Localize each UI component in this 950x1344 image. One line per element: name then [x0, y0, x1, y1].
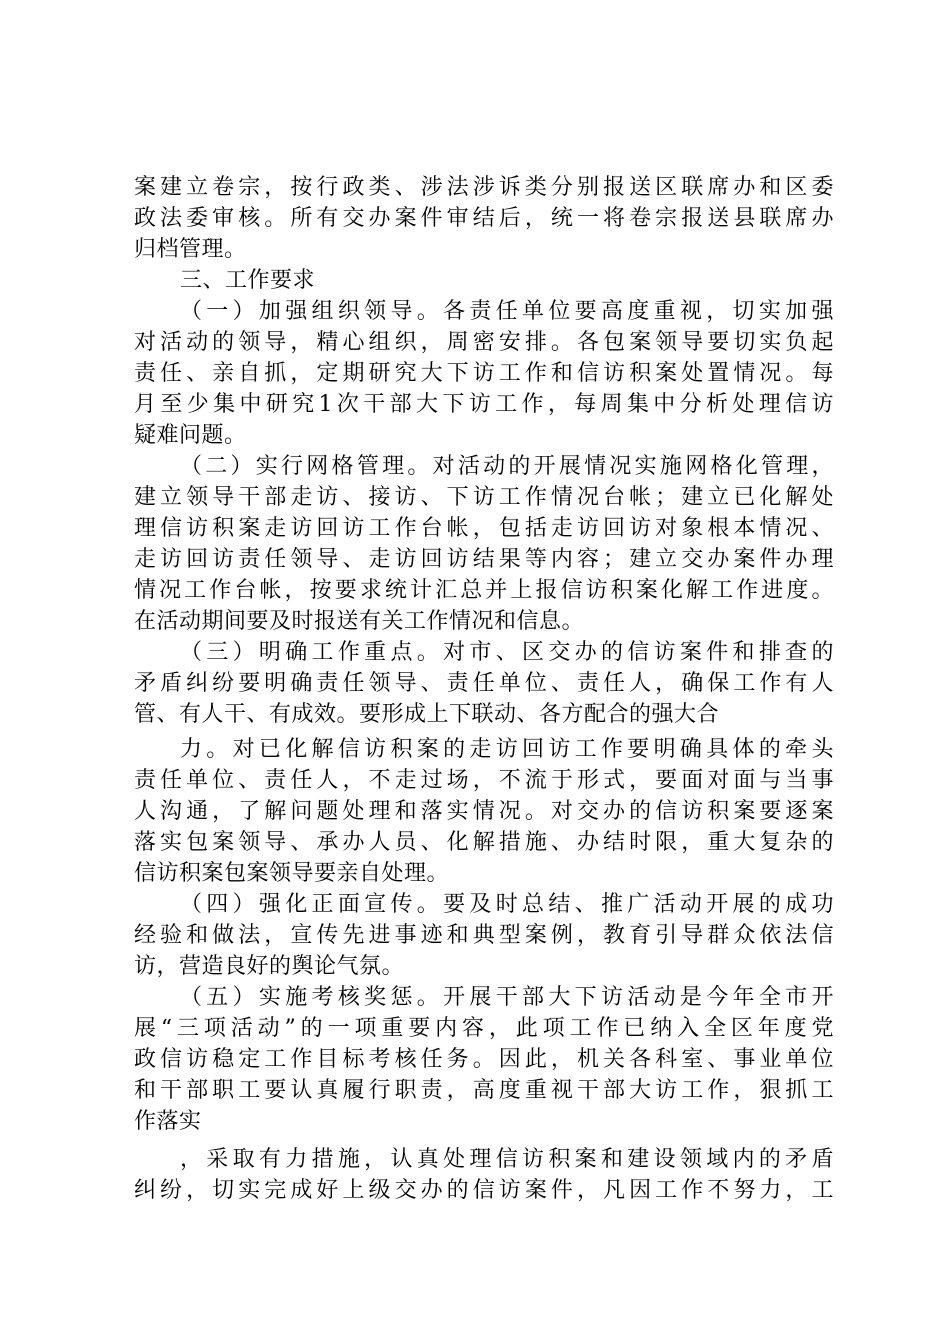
text-line: 和干部职工要认真履行职责，高度重视干部大访工作，狠抓工	[134, 1078, 834, 1103]
text-line: （二）实行网格管理。对活动的开展情况实施网格化管理，	[180, 454, 834, 479]
text-line: 理信访积案走访回访工作台帐，包括走访回访对象根本情况、	[134, 516, 834, 541]
text-line: 人沟通，了解问题处理和落实情况。对交办的信访积案要逐案	[134, 799, 834, 824]
text-line: ，采取有力措施，认真处理信访积案和建设领域内的矛盾	[180, 1147, 834, 1172]
text-line: 走访回访责任领导、走访回访结果等内容；建立交办案件办理	[134, 547, 834, 572]
text-line: 落实包案领导、承办人员、化解措施、办结时限，重大复杂的	[134, 830, 834, 855]
text-line: 信访积案包案领导要亲自处理。	[134, 861, 450, 886]
text-line: 政信访稳定工作目标考核任务。因此，机关各科室、事业单位	[134, 1047, 834, 1072]
section-heading: 三、工作要求	[180, 268, 316, 293]
text-line: 政法委审核。所有交办案件审结后，统一将卷宗报送县联席办	[134, 206, 834, 231]
text-line: 责任单位、责任人，不走过场，不流于形式，要面对面与当事	[134, 768, 834, 793]
text-line: 情况工作台帐，按要求统计汇总并上报信访积案化解工作进度。	[134, 578, 834, 603]
text-line: 经验和做法，宣传先进事迹和典型案例，教育引导群众依法信	[134, 923, 834, 948]
text-line: （四）强化正面宣传。要及时总结、推广活动开展的成功	[180, 892, 834, 917]
text-line: 归档管理。	[134, 237, 247, 262]
text-line: 责任、亲自抓，定期研究大下访工作和信访积案处置情况。每	[134, 361, 834, 386]
text-line: 访，营造良好的舆论气氛。	[134, 954, 405, 979]
text-line: 展“三项活动”的一项重要内容，此项工作已纳入全区年度党	[134, 1016, 834, 1041]
text-line: （三）明确工作重点。对市、区交办的信访案件和排查的	[180, 640, 834, 665]
text-line: （五）实施考核奖惩。开展干部大下访活动是今年全市开	[180, 985, 834, 1010]
text-line: 对活动的领导，精心组织，周密安排。各包案领导要切实负起	[134, 330, 834, 355]
text-line: （一）加强组织领导。各责任单位要高度重视，切实加强	[180, 299, 834, 324]
text-line: 矛盾纠纷要明确责任领导、责任单位、责任人，确保工作有人	[134, 671, 834, 696]
text-line: 月至少集中研究1次干部大下访工作，每周集中分析处理信访	[134, 392, 834, 417]
text-line: 力。对已化解信访积案的走访回访工作要明确具体的牵头	[180, 737, 834, 762]
text-line: 纠纷，切实完成好上级交办的信访案件，凡因工作不努力，工	[134, 1178, 834, 1203]
text-line: 在活动期间要及时报送有关工作情况和信息。	[134, 609, 585, 634]
text-line: 管、有人干、有成效。要形成上下联动、各方配合的强大合	[134, 702, 720, 727]
text-line: 建立领导干部走访、接访、下访工作情况台帐；建立已化解处	[134, 485, 834, 510]
text-line: 案建立卷宗，按行政类、涉法涉诉类分别报送区联席办和区委	[134, 175, 834, 200]
text-line: 疑难问题。	[134, 423, 247, 448]
text-line: 作落实	[134, 1109, 202, 1134]
